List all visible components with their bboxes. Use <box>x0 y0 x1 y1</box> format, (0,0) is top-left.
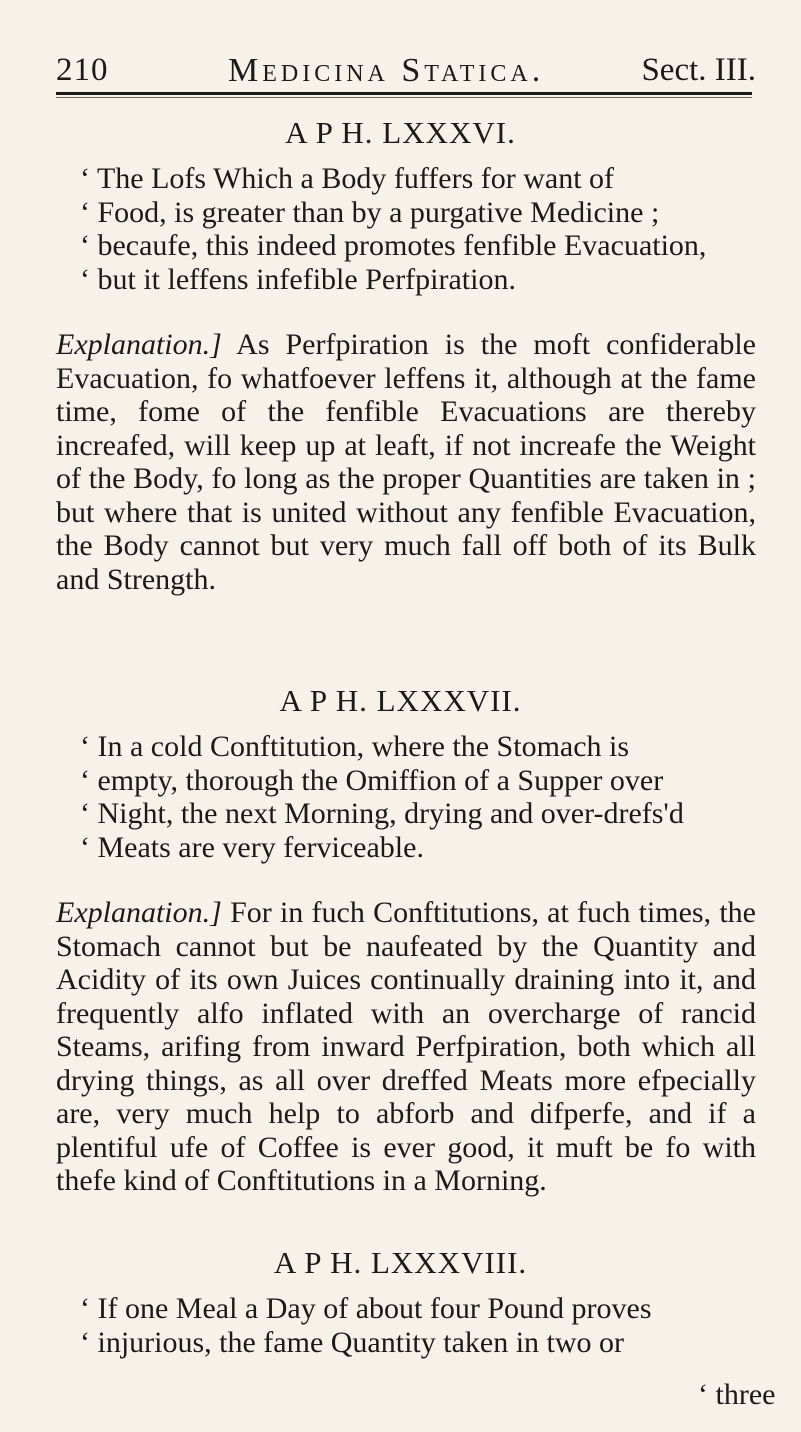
section-label: Sect. III. <box>641 52 756 88</box>
aphorism-heading: A P H. LXXXVIII. <box>273 1245 528 1280</box>
quote-line: ‘ but it leffens infefible Perfpiration. <box>80 262 516 296</box>
aphorism-quote <box>80 730 740 864</box>
quote-line: ‘ Meats are very ferviceable. <box>80 830 424 864</box>
quote-line: ‘ empty, thorough the Omiffion of a Supper over <box>80 763 664 797</box>
quote-line: ‘ Night, the next Morning, drying and over-drefs'd <box>80 797 684 830</box>
quote-line: ‘ injurious, the fame Quantity taken in two or <box>80 1325 625 1359</box>
header-rule <box>56 92 752 95</box>
quote-line: ‘ In a cold Conftitution, where the Stomach is <box>80 730 630 763</box>
catchword: ‘ three <box>698 1378 776 1411</box>
header-rule-thin <box>56 97 752 98</box>
quote-line: ‘ Food, is greater than by a purgative Medicine ; <box>80 195 660 229</box>
quote-line: ‘ The Lofs Which a Body fuffers for want of <box>80 162 615 195</box>
explanation-paragraph <box>56 896 756 1198</box>
explanation-paragraph <box>56 328 756 596</box>
quote-line: ‘ If one Meal a Day of about four Pound proves <box>80 1292 652 1325</box>
aphorism-quote <box>80 1292 740 1359</box>
explanation-label: Explanation.] <box>56 896 222 929</box>
page-header <box>56 52 756 92</box>
aphorism-heading: A P H. LXXXVII. <box>279 683 522 718</box>
page-number: 210 <box>56 52 109 88</box>
quote-line: ‘ becaufe, this indeed promotes fenfible Evacuation, <box>80 229 707 262</box>
explanation-text: As Perfpiration is the moft confiderable Evacuation, fo whatfoever leffens it, although at the fame time, fome of the fenfible Evacuations are thereby increafed, will keep up at leaft, if not increafe the Weight of the Body, fo long as the proper Quantities are taken in ; but where that is united without any fenfible Evacuation, the Body cannot but very much fall off both of its Bulk and Strength. <box>56 328 756 596</box>
aphorism-heading: A P H. LXXXVI. <box>285 115 516 150</box>
explanation-label: Explanation.] <box>56 328 222 361</box>
explanation-text: For in fuch Conftitutions, at fuch times, the Stomach cannot but be naufeated by the Quantity and Acidity of its own Juices continually draining into it, and frequently alfo inflated with an overcharge of rancid Steams, arifing from inward Perfpiration, both which all drying things, as all over dreffed Meats more efpecially are, very much help to abforb and difperfe, and if a plentiful ufe of Coffee is ever good, it muft be fo with thefe kind of Conftitutions in a Morning. <box>56 896 756 1197</box>
running-title: Medicina Statica. <box>228 52 545 89</box>
aphorism-quote <box>80 162 740 296</box>
